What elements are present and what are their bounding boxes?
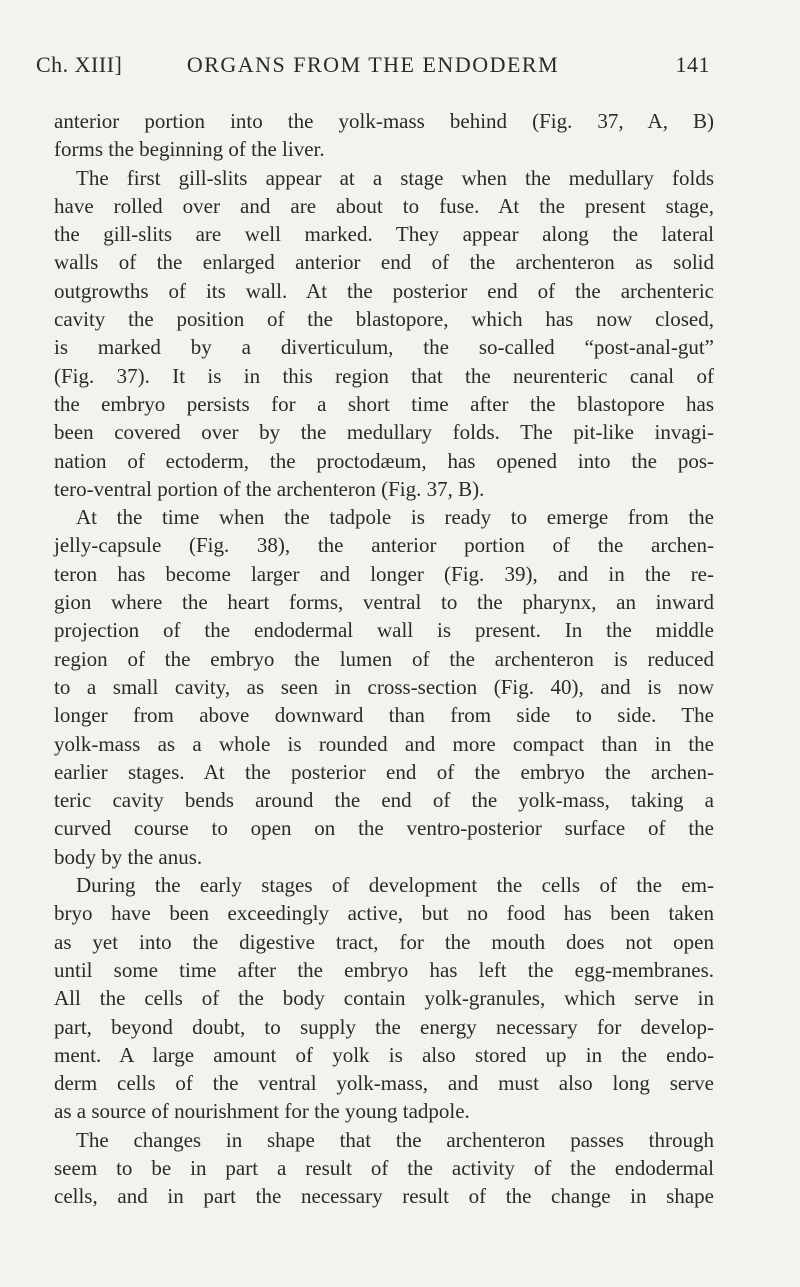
text-line: until some time after the embryo has left the egg-membranes. xyxy=(54,957,714,982)
text-line: part, beyond doubt, to supply the energy necessary for develop- xyxy=(54,1014,714,1039)
page-number: 141 xyxy=(675,52,710,77)
text-line: teron has become larger and longer (Fig. 39), and in the re- xyxy=(54,561,714,586)
text-line: been covered over by the medullary folds. The pit-like invagi- xyxy=(54,420,714,445)
text-line: body by the anus. xyxy=(54,844,203,869)
text-line: cells, and in part the necessary result of the change in shape xyxy=(54,1184,714,1209)
text-line: At the time when the tadpole is ready to emerge from the xyxy=(76,505,714,530)
running-head xyxy=(36,48,710,82)
text-line: to a small cavity, as seen in cross-section (Fig. 40), and is now xyxy=(54,674,714,699)
chapter-label: Ch. XIII] xyxy=(36,52,123,77)
text-line: cavity the position of the blastopore, which has now closed, xyxy=(54,307,714,332)
text-line: projection of the endodermal wall is present. In the middle xyxy=(54,618,714,643)
text-line: as yet into the digestive tract, for the mouth does not open xyxy=(54,929,714,954)
text-line: is marked by a diverticulum, the so-called “post-anal-gut” xyxy=(54,335,714,360)
text-line: yolk-mass as a whole is rounded and more compact than in the xyxy=(54,731,714,756)
text-line: All the cells of the body contain yolk-granules, which serve in xyxy=(54,986,714,1011)
text-line: teric cavity bends around the end of the yolk-mass, taking a xyxy=(54,788,714,813)
text-line: The changes in shape that the archenteron passes through xyxy=(76,1127,714,1152)
text-line: earlier stages. At the posterior end of the embryo the archen- xyxy=(54,759,714,784)
running-title: ORGANS FROM THE ENDODERM xyxy=(186,52,560,77)
text-line: the gill-slits are well marked. They appear along the lateral xyxy=(54,222,714,247)
text-line: nation of ectoderm, the proctodæum, has opened into the pos- xyxy=(54,448,714,473)
text-line: outgrowths of its wall. At the posterior end of the archenteric xyxy=(54,278,714,303)
text-line: During the early stages of development the cells of the em- xyxy=(76,873,714,898)
text-line: The first gill-slits appear at a stage when the medullary folds xyxy=(76,165,714,190)
text-line: jelly-capsule (Fig. 38), the anterior portion of the archen- xyxy=(54,533,714,558)
text-line: anterior portion into the yolk-mass behind (Fig. 37, A, B) xyxy=(54,109,714,133)
text-line: walls of the enlarged anterior end of the archenteron as solid xyxy=(54,250,714,275)
text-line: have rolled over and are about to fuse. At the present stage, xyxy=(54,193,714,218)
text-line: curved course to open on the ventro-posterior surface of the xyxy=(54,816,714,841)
text-line: region of the embryo the lumen of the archenteron is reduced xyxy=(54,646,714,671)
text-line: forms the beginning of the liver. xyxy=(54,137,325,162)
text-line: the embryo persists for a short time after the blastopore has xyxy=(54,391,714,416)
text-line: as a source of nourishment for the young tadpole. xyxy=(54,1099,470,1124)
text-line: seem to be in part a result of the activity of the endodermal xyxy=(54,1155,714,1180)
text-line: derm cells of the ventral yolk-mass, and must also long serve xyxy=(54,1071,714,1096)
text-line: tero-ventral portion of the archenteron (Fig. 37, B). xyxy=(54,476,485,501)
text-line: gion where the heart forms, ventral to the pharynx, an inward xyxy=(54,590,714,615)
text-line: bryo have been exceedingly active, but no food has been taken xyxy=(54,901,714,926)
text-line: ment. A large amount of yolk is also stored up in the endo- xyxy=(54,1042,714,1067)
body-text xyxy=(54,107,714,1211)
text-line: longer from above downward than from side to side. The xyxy=(54,703,714,728)
text-line: (Fig. 37). It is in this region that the neurenteric canal of xyxy=(54,363,714,388)
